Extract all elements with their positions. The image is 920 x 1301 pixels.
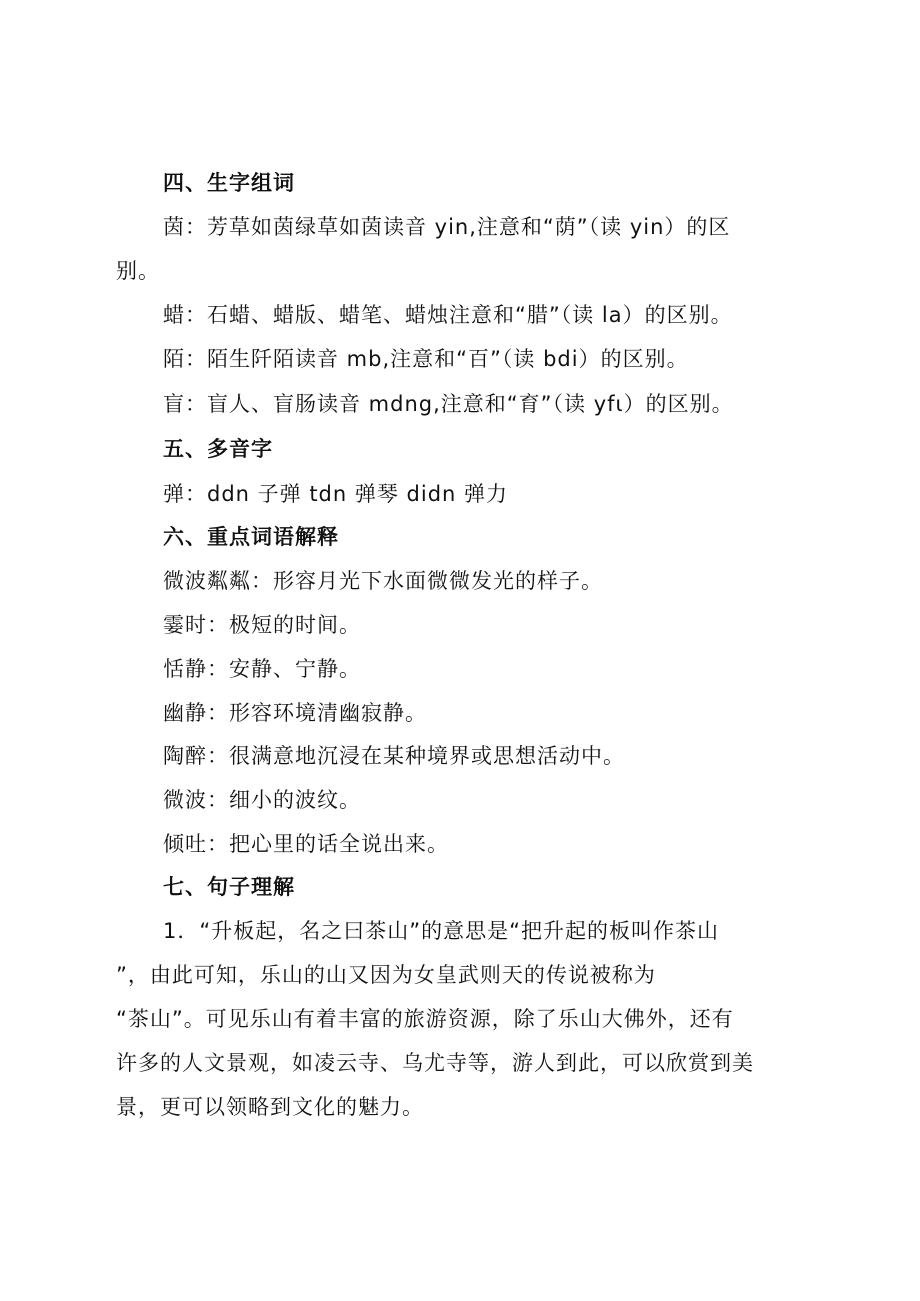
definition-entry: 霎时：极短的时间。	[163, 613, 361, 637]
word-entry-la: 蜡：石蜡、蜡版、蜡笔、蜡烛注意和“腊”（读 la）的区别。	[163, 303, 733, 327]
sentence-paragraph-line-5: 景，更可以领略到文化的魅力。	[116, 1095, 424, 1119]
word-entry-yin-line-2: 别。	[116, 259, 160, 283]
section-5-heading: 五、多音字	[163, 437, 273, 461]
section-7-heading: 七、句子理解	[163, 875, 295, 899]
word-entry-mo: 陌：陌生阡陌读音 mb,注意和“百”（读 bdi）的区别。	[163, 347, 689, 371]
definition-entry: 幽静：形容环境清幽寂静。	[163, 701, 427, 725]
definition-entry: 倾吐：把心里的话全说出来。	[163, 832, 449, 856]
definition-entry: 微波：细小的波纹。	[163, 788, 361, 812]
definition-entry: 恬静：安静、宁静。	[163, 657, 361, 681]
sentence-paragraph-line-1: 1．“升板起，名之曰茶山”的意思是“把升起的板叫作茶山	[163, 919, 719, 943]
definition-entry: 陶醉：很满意地沉浸在某种境界或思想活动中。	[163, 744, 625, 768]
sentence-paragraph-line-3: “茶山”。可见乐山有着丰富的旅游资源，除了乐山大佛外，还有	[116, 1007, 734, 1031]
section-6-heading: 六、重点词语解释	[163, 525, 339, 549]
word-entry-mang: 盲：盲人、盲肠读音 mdng,注意和“育”（读 yfι）的区别。	[163, 392, 734, 416]
definition-entry: 微波粼粼：形容月光下水面微微发光的样子。	[163, 569, 603, 593]
section-4-heading: 四、生字组词	[163, 171, 295, 195]
sentence-paragraph-line-2: ”，由此可知，乐山的山又因为女皇武则天的传说被称为	[116, 963, 656, 987]
word-entry-yin-line-1: 茵：芳草如茵绿草如茵读音 yin,注意和“荫”（读 yin）的区	[163, 215, 731, 239]
sentence-paragraph-line-4: 许多的人文景观，如凌云寺、乌尤寺等，游人到此，可以欣赏到美	[116, 1051, 754, 1075]
polyphone-entry-dan: 弹：ddn 子弹 tdn 弹琴 didn 弹力	[163, 482, 509, 506]
